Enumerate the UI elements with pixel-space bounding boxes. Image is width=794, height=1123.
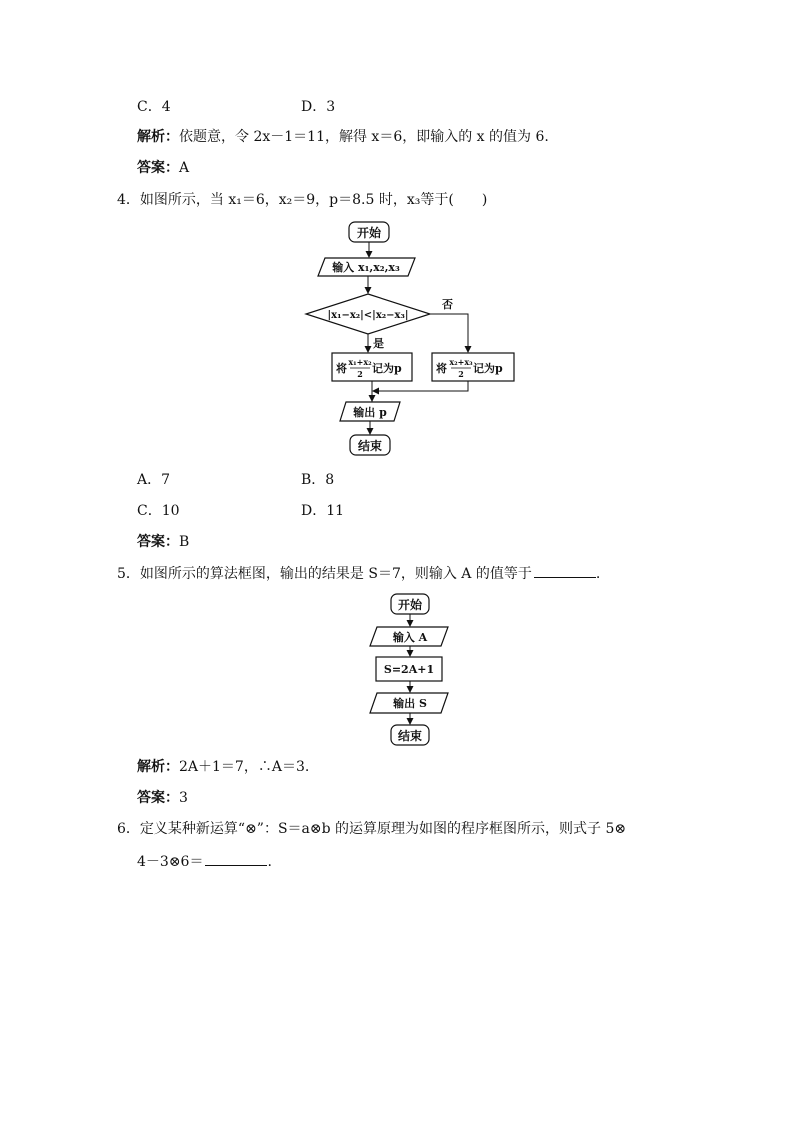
q5-end-label: 结束 [397, 729, 423, 743]
q4-answer-label: 答案： [137, 534, 179, 550]
q4-end-label: 结束 [357, 439, 383, 453]
q4-option-d: D．11 [301, 503, 345, 519]
q4-option-c: C．10 [137, 503, 180, 519]
q4-flowchart [300, 218, 530, 460]
q3-analysis-label: 解析： [137, 129, 179, 145]
q3-option-d: D．3 [301, 99, 336, 115]
q5-stem [117, 563, 600, 584]
q3-analysis-text: 依题意，令 2x－1＝11，解得 x＝6，即输入的 x 的值为 6. [179, 129, 549, 145]
q4-decision-label: |x₁−x₂|<|x₂−x₃| [327, 310, 409, 321]
q3-answer-value: A [179, 160, 190, 176]
q4-left-frac-den: 2 [357, 369, 363, 379]
q4-input-label: 输入 x₁,x₂,x₃ [332, 261, 400, 274]
q6-answer-blank [205, 851, 267, 866]
q3-option-c: C．4 [137, 99, 171, 115]
q4-left-suffix: 记为p [372, 362, 402, 375]
q5-process-label: S=2A+1 [383, 663, 435, 676]
q4-answer-value: B [179, 534, 190, 550]
q3-answer [137, 158, 189, 178]
q5-flowchart [360, 590, 460, 750]
q6-stem-line2 [137, 851, 272, 872]
q3-analysis [137, 127, 549, 147]
q4-left-frac-num: x₁+x₂ [348, 357, 372, 367]
q4-right-suffix: 记为p [473, 362, 503, 375]
q4-stem: 4．如图所示，当 x₁＝6，x₂＝9，p＝8.5 时，x₃等于( ) [117, 192, 488, 208]
q6-stem-line1: 6．定义某种新运算“⊗”：S＝a⊗b 的运算原理为如图的程序框图所示，则式子 5⊗ [117, 821, 627, 837]
q4-output-label: 输出 p [353, 406, 387, 419]
q4-yes-label: 是 [373, 337, 384, 350]
q4-right-prefix: 将 [436, 362, 447, 375]
q4-answer [137, 532, 189, 552]
q5-output-label: 输出 S [393, 697, 427, 710]
q4-option-a: A．7 [137, 472, 171, 488]
q5-start-label: 开始 [397, 598, 423, 612]
q5-answer [137, 788, 188, 808]
q4-start-label: 开始 [356, 226, 382, 240]
q5-answer-blank [534, 563, 596, 578]
q4-left-prefix: 将 [336, 362, 347, 375]
q4-no-label: 否 [442, 298, 453, 311]
q3-answer-label: 答案： [137, 160, 179, 176]
q5-stem-end: . [595, 566, 601, 582]
q5-analysis-label: 解析： [137, 759, 179, 775]
q6-stem-end: . [267, 854, 272, 870]
q4-option-b: B．8 [301, 472, 335, 488]
q5-input-label: 输入 A [392, 631, 428, 644]
q5-answer-label: 答案： [137, 790, 179, 806]
q5-analysis-text: 2A＋1＝7，∴A＝3. [179, 759, 310, 775]
q6-stem-text: 4－3⊗6＝ [137, 854, 204, 870]
q5-stem-text: 5．如图所示的算法框图，输出的结果是 S＝7，则输入 A 的值等于 [117, 566, 532, 582]
q4-right-frac-num: x₂+x₃ [449, 357, 473, 367]
q4-right-frac-den: 2 [458, 369, 464, 379]
q5-answer-value: 3 [179, 790, 188, 806]
q5-analysis [137, 757, 309, 777]
